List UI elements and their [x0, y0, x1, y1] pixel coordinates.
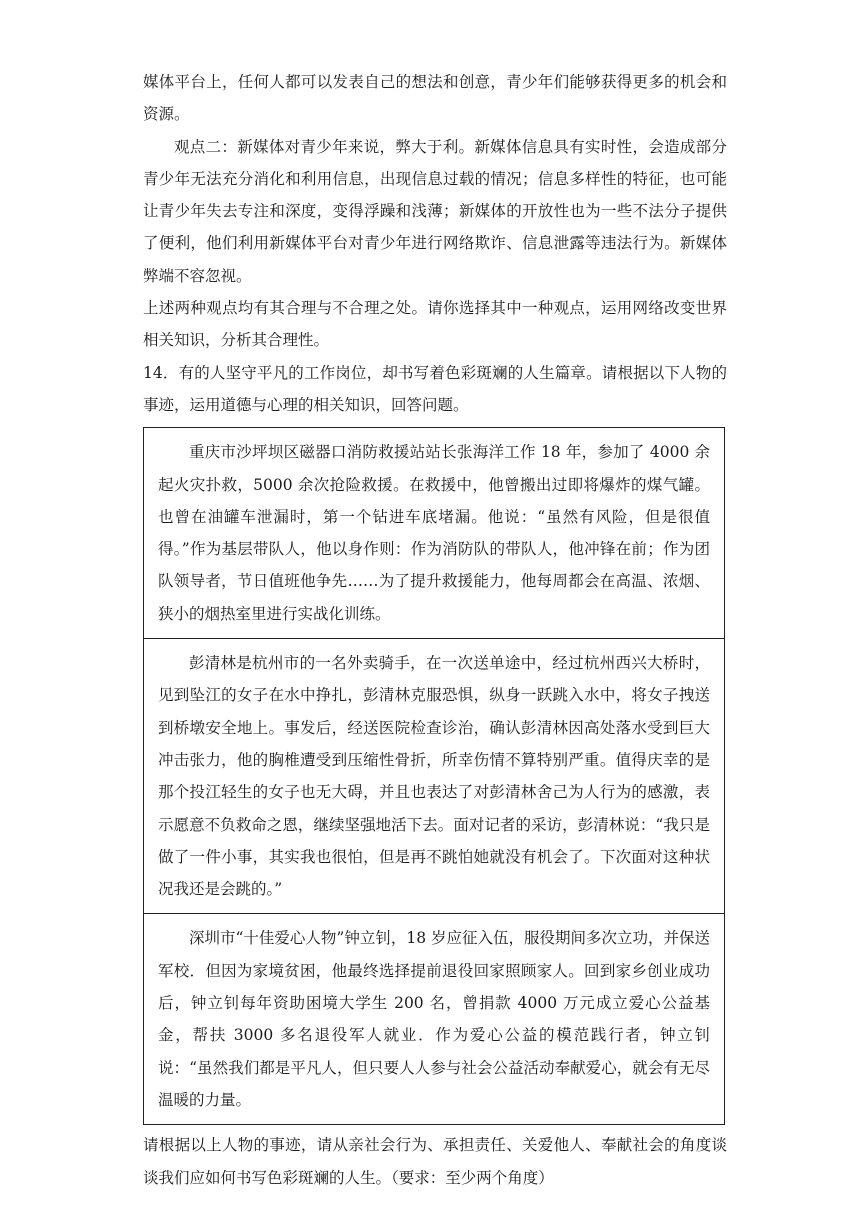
- case-box-peng-qinglin: [144, 639, 724, 914]
- case-box-zhang-haiyang: [144, 428, 724, 639]
- task-paragraph: 上述两种观点均有其合理与不合理之处。请你选择其中一种观点，运用网络改变世界相关知识，分析其合理性。: [143, 299, 727, 350]
- case-materials-table: [143, 427, 725, 1125]
- case-box-zhong-lizhao: [144, 914, 724, 1124]
- case-text: 深圳市“十佳爱心人物”钟立钊，18 岁应征入伍，服役期间多次立功，并保送军校．但因为家境贫困，他最终选择提前退役回家照顾家人。回到家乡创业成功后，钟立钊每年资助困境大学生 200 名，曾捐款 4000 万元成立爱心公益基金，帮扶 3000 多名退役军人就业．作为爱心公益的模范践行者，钟立钊说：“虽然我们都是平凡人，但只要人人参与社会公益活动奉献爱心，就会有无尽温暖的力量。: [158, 929, 711, 1109]
- question-14-stem: 14．有的人坚守平凡的工作岗位，却书写着色彩斑斓的人生篇章。请根据以下人物的事迹，运用道德与心理的相关知识，回答问题。: [143, 363, 727, 414]
- document-page: [143, 66, 727, 1194]
- case-text: 重庆市沙坪坝区磁器口消防救援站站长张海洋工作 18 年，参加了 4000 余起火灾扑救，5000 余次抢险救援。在救援中，他曾搬出过即将爆炸的煤气罐。也曾在油罐车泄漏时，第一个钻进车底堵漏。他说：“虽然有风险，但是很值得。”作为基层带队人，他以身作则：作为消防队的带队人，他冲锋在前；作为团队领导者，节日值班他争先……为了提升救援能力，他每周都会在高温、浓烟、狭小的烟热室里进行实战化训练。: [158, 443, 710, 623]
- case-text: 彭清林是杭州市的一名外卖骑手，在一次送单途中，经过杭州西兴大桥时，见到坠江的女子在水中挣扎，彭清林克服恐惧，纵身一跃跳入水中，将女子拽送到桥墩安全地上。事发后，经送医院检查诊治，确认彭清林因高处落水受到巨大冲击张力，他的胸椎遭受到压缩性骨折，所幸伤情不算特别严重。值得庆幸的是那个投江轻生的女子也无大碍，并且也表达了对彭清林舍己为人行为的感激，表示愿意不负救命之恩，继续坚强地活下去。面对记者的采访，彭清林说：“我只是做了一件小事，其实我也很怕，但是再不跳怕她就没有机会了。下次面对这种状况我还是会跳的。”: [158, 654, 710, 899]
- viewpoint-two-paragraph: 观点二：新媒体对青少年来说，弊大于利。新媒体信息具有实时性，会造成部分青少年无法充分消化和利用信息，出现信息过载的情况；信息多样性的特征，也可能让青少年失去专注和深度，变得浮躁和浅薄；新媒体的开放性也为一些不法分子提供了便利，他们利用新媒体平台对青少年进行网络欺诈、信息泄露等违法行为。新媒体弊端不容忽视。: [143, 137, 727, 285]
- question-14-prompt: 请根据以上人物的事迹，请从亲社会行为、承担责任、关爱他人、奉献社会的角度谈谈我们应如何书写色彩斑斓的人生。（要求：至少两个角度）: [143, 1136, 727, 1187]
- intro-continued-paragraph: 媒体平台上，任何人都可以发表自己的想法和创意，青少年们能够获得更多的机会和资源。: [143, 73, 727, 124]
